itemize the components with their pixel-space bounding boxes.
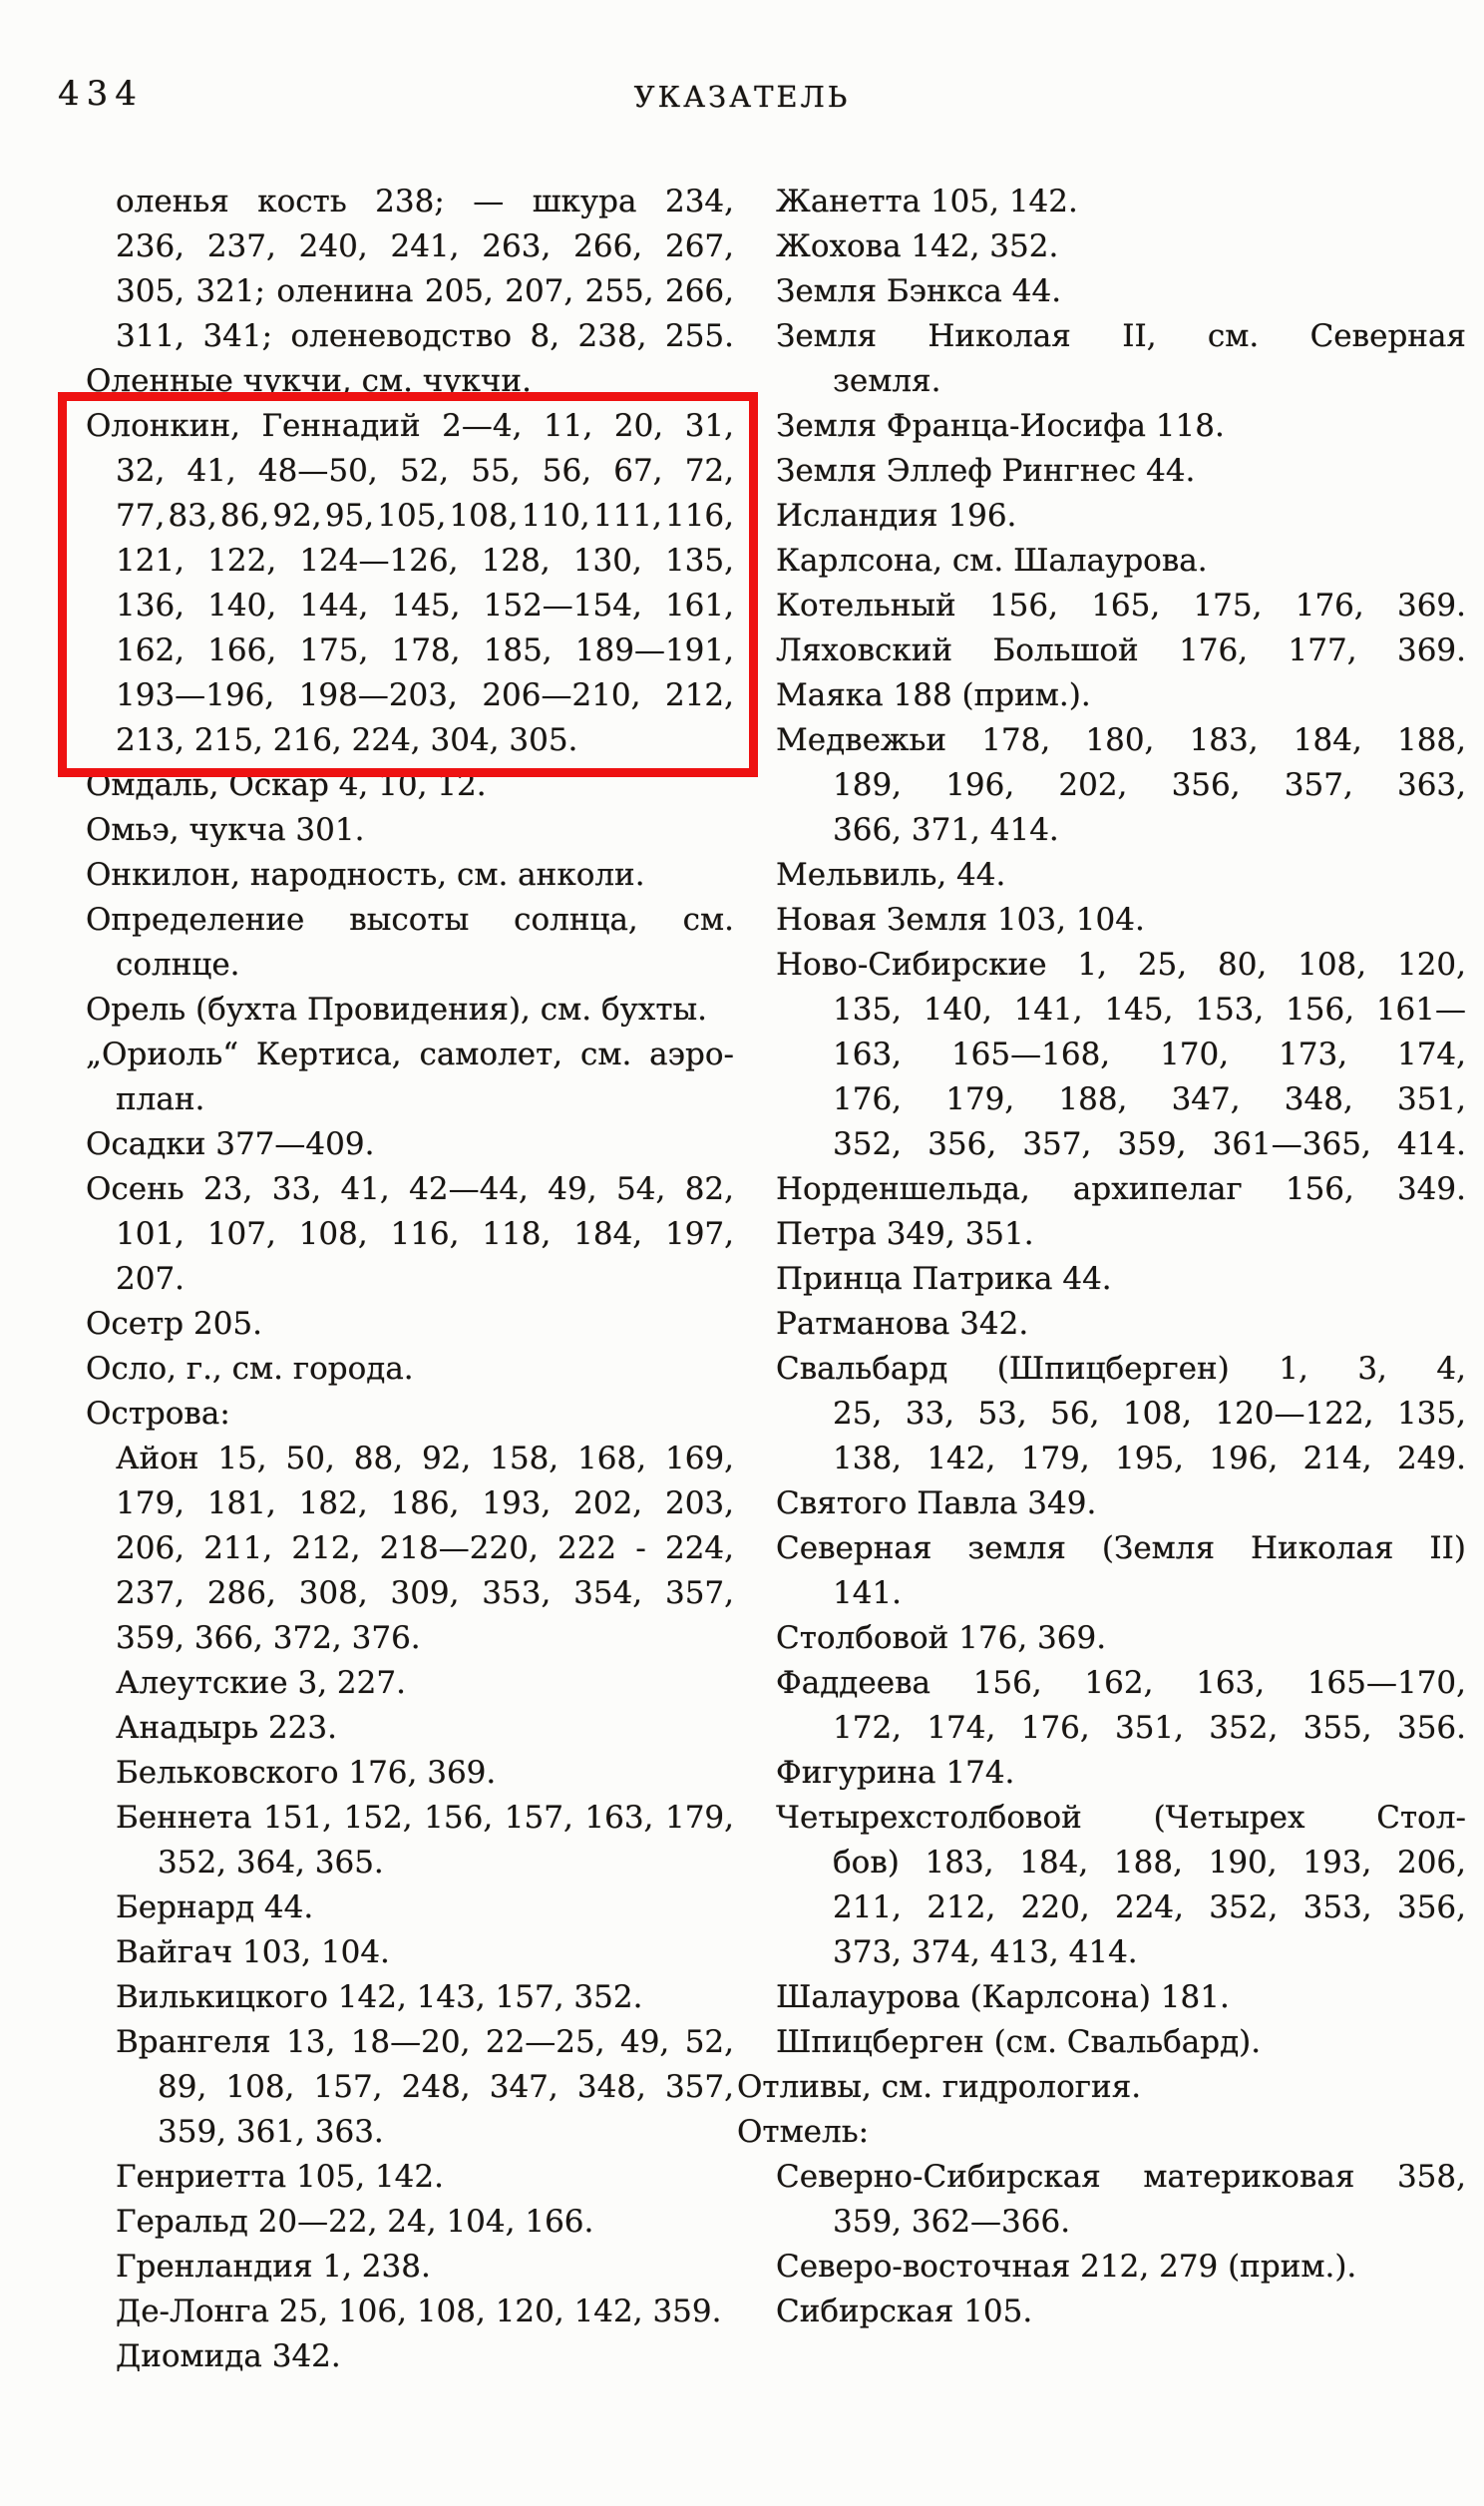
index-line: земля.	[833, 363, 941, 399]
index-line: Анадырь 223.	[116, 1710, 337, 1746]
index-columns	[86, 180, 1466, 2379]
index-line: Фигурина 174.	[776, 1755, 1015, 1791]
index-line: Олонкин, Геннадий 2—4, 11, 20, 31,	[86, 408, 734, 444]
index-line: Северно-Сибирская материковая 358,	[776, 2159, 1466, 2195]
index-line: Шпицберген (см. Свальбард).	[776, 2024, 1262, 2060]
index-line: Беннета 151, 152, 156, 157, 163, 179,	[116, 1800, 734, 1836]
index-line: 136, 140, 144, 145, 152—154, 161,	[116, 588, 734, 624]
index-line: Исландия 196.	[776, 498, 1017, 534]
index-line: Диомида 342.	[116, 2338, 341, 2374]
index-line: 176, 179, 188, 347, 348, 351,	[833, 1081, 1466, 1117]
index-line: 359, 361, 363.	[158, 2114, 384, 2150]
index-line: Врангеля 13, 18—20, 22—25, 49, 52,	[116, 2024, 734, 2060]
index-line: Земля Бэнкса 44.	[776, 273, 1062, 309]
index-line: 193—196, 198—203, 206—210, 212,	[116, 677, 734, 713]
index-line: 305, 321; оленина 205, 207, 255, 266,	[116, 273, 734, 309]
index-line: 141.	[833, 1575, 903, 1611]
index-line: Ляховский Большой 176, 177, 369.	[776, 632, 1466, 668]
index-line: „Ориоль“ Кертиса, самолет, см. аэро-	[86, 1037, 734, 1072]
index-line: Омьэ, чукча 301.	[86, 812, 365, 848]
index-line: Осень 23, 33, 41, 42—44, 49, 54, 82,	[86, 1171, 734, 1207]
index-line: Норденшельда, архипелаг 156, 349.	[776, 1171, 1466, 1207]
index-line: Оленные чукчи, см. чукчи.	[86, 363, 532, 399]
index-line: Вилькицкого 142, 143, 157, 352.	[116, 1979, 643, 2015]
index-line: Бернард 44.	[116, 1889, 314, 1925]
index-line: Жанетта 105, 142.	[776, 184, 1078, 219]
index-line: Северная земля (Земля Николая II)	[776, 1530, 1466, 1566]
index-line: Омдаль, Оскар 4, 10, 12.	[86, 767, 487, 803]
index-line: Ратманова 342.	[776, 1306, 1029, 1342]
index-line: Котельный 156, 165, 175, 176, 369.	[776, 588, 1466, 624]
index-line: 206, 211, 212, 218—220, 222 - 224,	[116, 1530, 734, 1566]
index-line: Генриетта 105, 142.	[116, 2159, 444, 2195]
index-line: бов) 183, 184, 188, 190, 193, 206,	[833, 1845, 1466, 1880]
index-line: 373, 374, 413, 414.	[833, 1934, 1138, 1970]
page-title: УКАЗАТЕЛЬ	[633, 80, 851, 114]
index-line: Отмель:	[737, 2114, 870, 2150]
index-line: Отливы, см. гидрология.	[737, 2069, 1142, 2105]
index-line: Де-Лонга 25, 106, 108, 120, 142, 359.	[116, 2294, 722, 2329]
index-line: Осадки 377—409.	[86, 1126, 375, 1162]
index-line: 162, 166, 175, 178, 185, 189—191,	[116, 632, 734, 668]
index-line: 25, 33, 53, 56, 108, 120—122, 135,	[833, 1396, 1466, 1432]
index-line: 352, 356, 357, 359, 361—365, 414.	[833, 1126, 1466, 1162]
index-line: Земля Николая II, см. Северная	[776, 318, 1466, 354]
index-line: Фаддеева 156, 162, 163, 165—170,	[776, 1665, 1466, 1701]
index-line: 213, 215, 216, 224, 304, 305.	[116, 722, 578, 758]
index-line: Земля Франца-Иосифа 118.	[776, 408, 1225, 444]
index-line: Вайгач 103, 104.	[116, 1934, 390, 1970]
index-line: 89, 108, 157, 248, 347, 348, 357,	[158, 2069, 734, 2105]
index-line: Шалаурова (Карлсона) 181.	[776, 1979, 1230, 2015]
index-line: 211, 212, 220, 224, 352, 353, 356,	[833, 1889, 1466, 1925]
index-line: Мельвиль, 44.	[776, 857, 1006, 893]
index-line: 237, 286, 308, 309, 353, 354, 357,	[116, 1575, 734, 1611]
index-line: Геральд 20—22, 24, 104, 166.	[116, 2204, 594, 2240]
index-line: 366, 371, 414.	[833, 812, 1059, 848]
index-line: Принца Патрика 44.	[776, 1261, 1112, 1297]
index-line: Орель (бухта Провидения), см. бухты.	[86, 992, 708, 1028]
page-number: 434	[58, 74, 144, 114]
index-line: 352, 364, 365.	[158, 1845, 384, 1880]
index-line: Земля Эллеф Рингнес 44.	[776, 453, 1196, 489]
index-line: Определение высоты солнца, см.	[86, 902, 734, 938]
index-column-right	[737, 180, 1466, 2379]
index-line: Айон 15, 50, 88, 92, 158, 168, 169,	[116, 1441, 734, 1476]
index-line: Карлсона, см. Шалаурова.	[776, 543, 1208, 579]
index-line: 359, 362—366.	[833, 2204, 1071, 2240]
index-line: Бельковского 176, 369.	[116, 1755, 497, 1791]
index-line: 236, 237, 240, 241, 263, 266, 267,	[116, 228, 734, 264]
index-line: Алеутские 3, 227.	[116, 1665, 406, 1701]
index-line: Маяка 188 (прим.).	[776, 677, 1091, 713]
index-line: Петра 349, 351.	[776, 1216, 1034, 1252]
index-line: Жохова 142, 352.	[776, 228, 1059, 264]
index-line: 32, 41, 48—50, 52, 55, 56, 67, 72,	[116, 453, 734, 489]
index-line: 138, 142, 179, 195, 196, 214, 249.	[833, 1441, 1466, 1476]
index-line: план.	[116, 1081, 205, 1117]
index-line: 311, 341; оленеводство 8, 238, 255.	[116, 318, 734, 354]
index-line: Северо-восточная 212, 279 (прим.).	[776, 2249, 1357, 2285]
index-line: Свальбард (Шпицберген) 1, 3, 4,	[776, 1351, 1466, 1387]
index-line: Медвежьи 178, 180, 183, 184, 188,	[776, 722, 1466, 758]
index-line: 172, 174, 176, 351, 352, 355, 356.	[833, 1710, 1466, 1746]
index-line: Ново-Сибирские 1, 25, 80, 108, 120,	[776, 947, 1466, 983]
index-line: Гренландия 1, 238.	[116, 2249, 431, 2285]
index-line: 135, 140, 141, 145, 153, 156, 161—	[833, 992, 1466, 1028]
index-line: Осетр 205.	[86, 1306, 262, 1342]
index-line: Острова:	[86, 1396, 230, 1432]
index-column-left	[86, 180, 734, 2379]
index-line: оленья кость 238; — шкура 234,	[116, 184, 734, 219]
index-line: 121, 122, 124—126, 128, 130, 135,	[116, 543, 734, 579]
index-line: 101, 107, 108, 116, 118, 184, 197, 207.	[116, 1216, 734, 1297]
page-header	[0, 70, 1484, 130]
index-line: Святого Павла 349.	[776, 1485, 1097, 1521]
index-line: Сибирская 105.	[776, 2294, 1033, 2329]
index-line: 179, 181, 182, 186, 193, 202, 203,	[116, 1485, 734, 1521]
index-line: Осло, г., см. города.	[86, 1351, 414, 1387]
index-line: Онкилон, народность, см. анколи.	[86, 857, 645, 893]
index-line: 359, 366, 372, 376.	[116, 1620, 421, 1656]
index-line: Четырехстолбовой (Четырех Стол-	[776, 1800, 1466, 1836]
index-line: Столбовой 176, 369.	[776, 1620, 1107, 1656]
index-line: Новая Земля 103, 104.	[776, 902, 1145, 938]
index-line: 163, 165—168, 170, 173, 174,	[833, 1037, 1466, 1072]
index-line: солнце.	[116, 947, 240, 983]
index-line: 189, 196, 202, 356, 357, 363,	[833, 767, 1466, 803]
index-line: 77, 83, 86, 92, 95, 105, 108, 110, 111, 116,	[116, 498, 734, 534]
